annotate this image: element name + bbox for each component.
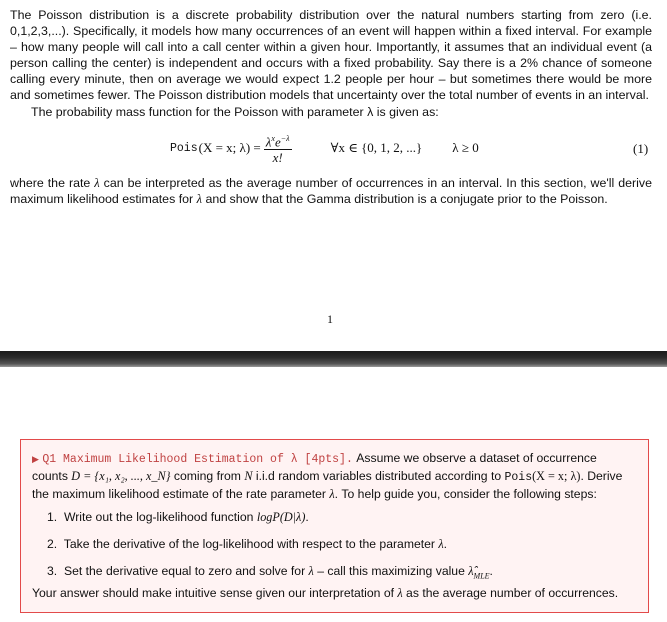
step-item: 2. Take the derivative of the log-likelihood with respect to the parameter λ. bbox=[47, 537, 448, 551]
eq-lhs-args: (X = x; λ) = bbox=[198, 140, 261, 155]
eq-domain-lambda: λ ≥ 0 bbox=[452, 140, 479, 155]
intro-paragraph: The Poisson distribution is a discrete probability distribution over the natural numbers starting from zero (i.e. 0,1,2,3,...). Specifically, it models how many occurrences of an event will happen within a fixed interval. For example – how many people will call into a call center within a given hour. Importantly, it assumes that an individual event (a person calling the center) is independent and occurs with a fixed probability. Say there is a 2% chance of someone calling every minute, then on average we would expect 1.2 people per hour – but sometimes there would be more and sometimes fewer. The Poisson distribution models that uncertainty over the total number of events in an interval. bbox=[10, 8, 652, 102]
eq-fraction bbox=[264, 131, 292, 165]
step-item: 3. Set the derivative equal to zero and solve for λ – call this maximizing value $\lambdâ_{MLE}$. bbox=[47, 564, 493, 581]
pmf-equation bbox=[170, 128, 479, 168]
eq-numerator: $\lambda^xe^{-\lambda}$ bbox=[264, 131, 292, 150]
document-page-2 bbox=[0, 367, 667, 622]
equation-number: (1) bbox=[633, 141, 649, 156]
page-number: 1 bbox=[327, 312, 333, 326]
question-marker-icon: ▶ bbox=[32, 454, 39, 464]
rate-paragraph: where the rate λ can be interpreted as the average number of occurrences in an interval. In this section, we'll derive maximum likelihood estimates for λ and show that the Gamma distribution is a conjugate prior to the Poisson. bbox=[10, 176, 652, 206]
question-text: ▶ Q1 Maximum Likelihood Estimation of λ [4pts]. Assume we observe a dataset of occurrence counts D = {x₁, x₂, ..., x_N} coming from N i.i.d random variables distributed according to Pois(X = x; λ). Derive the maximum likelihood estimate of the rate parameter λ. To help guide you, consider the following steps: bbox=[32, 451, 623, 501]
step-item: 1. Write out the log-likelihood function logP(D|λ). bbox=[47, 510, 309, 524]
closing-sentence: Your answer should make intuitive sense given our interpretation of λ as the average number of occurrences. bbox=[32, 586, 619, 600]
eq-domain-x: ∀x ∈ {0, 1, 2, ...} bbox=[330, 140, 423, 155]
eq-pois-func: Pois bbox=[170, 141, 198, 155]
page-divider bbox=[0, 351, 667, 367]
question-box bbox=[20, 439, 649, 613]
question-title: Q1 Maximum Likelihood Estimation of λ [4pts]. bbox=[42, 453, 353, 466]
eq-denominator: x! bbox=[272, 150, 283, 166]
pmf-intro: The probability mass function for the Poisson with parameter λ is given as: bbox=[31, 105, 439, 119]
